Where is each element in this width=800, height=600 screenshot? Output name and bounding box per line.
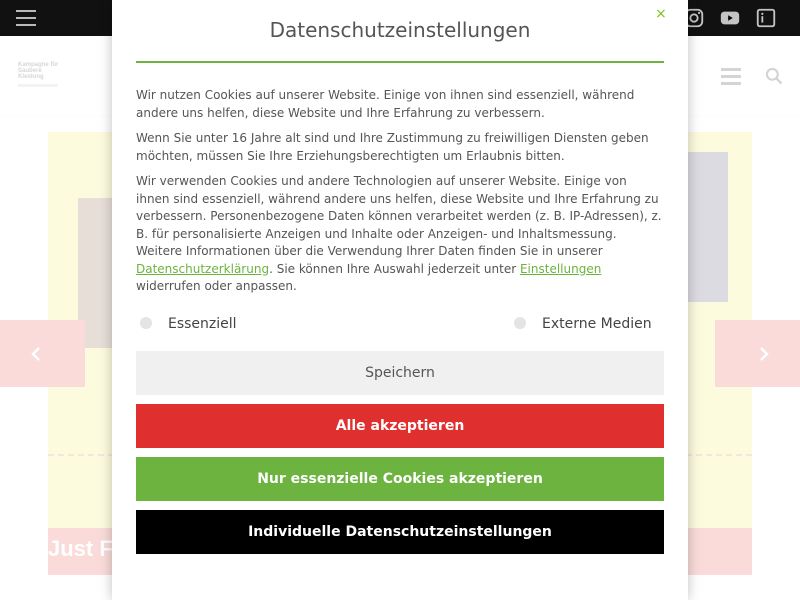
intro-paragraph: Wir nutzen Cookies auf unserer Website. Einige von ihnen sind essenziell, während andere uns helfen, diese Website und Ihre Erfahrung zu verbessern.	[136, 88, 635, 120]
checkbox-external-media-label: Externe Medien	[542, 316, 652, 332]
checkbox-essential-label: Essenziell	[168, 316, 237, 332]
dialog-title: Datenschutzeinstellungen	[269, 18, 531, 42]
privacy-dialog	[112, 0, 688, 600]
linkedin-icon	[755, 7, 777, 29]
age-notice-paragraph: Wenn Sie unter 16 Jahre alt sind und Ihre Zustimmung zu freiwilligen Diensten geben möchten, müssen Sie Ihre Erziehungsberechtigten um Erlaubnis bitten.	[136, 131, 649, 163]
individual-settings-button[interactable]: Individuelle Datenschutzeinstellungen	[136, 510, 664, 554]
details-text: Wir verwenden Cookies und andere Technologien auf unserer Website. Einige von ihnen sind essenziell, während andere uns helfen, diese Website und Ihre Erfahrung zu verbessern. Personenbezogene Daten können verarbeitet werden (z. B. IP-Adressen), z. B. für personalisierte Anzeigen und Inhalte oder Anzeigen- und Inhaltsmessung. Weitere Informationen über die Verwendung Ihrer Daten finden Sie in unserer	[136, 174, 662, 258]
settings-link[interactable]: Einstellungen	[519, 261, 602, 276]
checkbox-essential-box[interactable]	[140, 317, 152, 329]
details-text: widerrufen oder anpassen.	[136, 279, 297, 293]
privacy-policy-link[interactable]: Datenschutzerklärung	[136, 261, 270, 276]
accept-essential-button[interactable]: Nur essenzielle Cookies akzeptieren	[136, 457, 664, 501]
youtube-icon	[719, 7, 741, 29]
close-icon[interactable]: ×	[655, 6, 667, 22]
title-divider	[136, 61, 664, 63]
accept-all-button[interactable]: Alle akzeptieren	[136, 404, 664, 448]
details-text: . Sie können Ihre Auswahl jederzeit unter	[269, 261, 520, 276]
top-menu-icon	[16, 10, 36, 26]
details-paragraph	[136, 173, 664, 296]
checkbox-external-media-box[interactable]	[514, 317, 526, 329]
save-button[interactable]: Speichern	[136, 351, 664, 395]
